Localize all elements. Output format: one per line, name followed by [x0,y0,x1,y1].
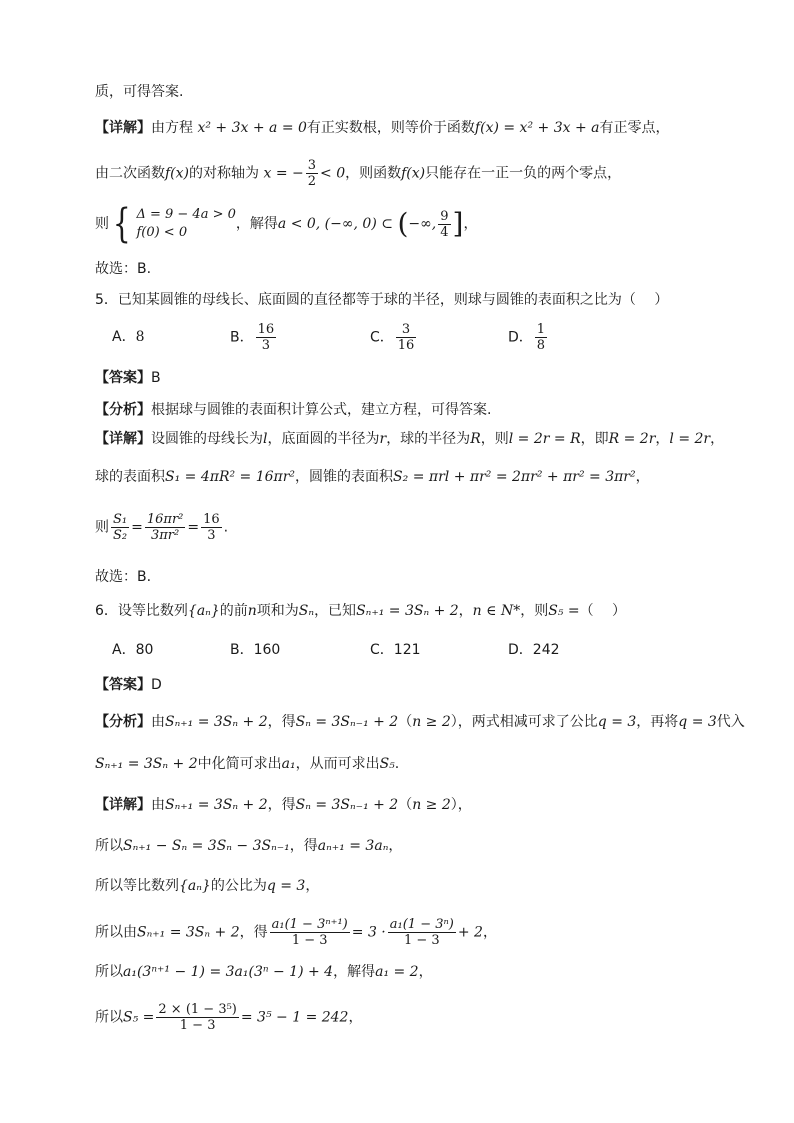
text: 中化简可求出 [197,756,282,772]
denominator: 3πr² [150,528,180,543]
analysis-line [95,712,745,732]
option-label: D． [508,329,533,346]
option-value: 8 [135,329,145,345]
numerator: 16πr² [146,512,184,527]
denominator: 3 [207,528,216,543]
equation: x = − [263,165,304,182]
brace-icon: { [112,201,131,247]
option-d [508,640,560,660]
numerator: 16 [257,322,275,337]
equation: f(x) [401,165,426,182]
text: 则 [95,519,109,536]
option-label: C． [370,642,394,658]
section-tag: 【分析】 [95,402,151,418]
detail-line [95,1002,362,1033]
equation: S₅ [379,756,395,772]
text: ，从而可求出 [295,756,380,772]
fraction [306,158,318,189]
text: 由方程 [151,120,193,136]
equation: a₁ [281,756,296,772]
fraction [535,322,547,353]
option-c [370,322,418,353]
detail-line [95,429,724,449]
detail-line [95,512,228,543]
numerator: 16 [203,512,220,527]
equation: q = 3 [597,714,637,730]
equation: Sₙ₊₁ = 3Sₙ + 2 [356,603,459,619]
equation: < 0 [320,165,346,182]
text: ， [463,216,478,232]
text: 的公比为 [210,878,267,894]
text: ），两式相减可求了公比 [450,714,598,730]
text: 有正零点， [599,120,670,136]
text: ）， [450,797,472,813]
equation: {aₙ} [179,878,211,894]
numerator: 2 × (1 − 3⁵) [158,1002,237,1017]
equation: Sₙ₊₁ = 3Sₙ + 2 [137,924,240,941]
numerator: a₁(1 − 3ⁿ⁺¹) [271,917,348,932]
option-label: B． [230,329,254,346]
denominator: 8 [536,338,546,353]
detail-line [95,795,472,815]
text: ，解得 [333,964,376,980]
text: 设圆锥的母线长为 [151,431,263,447]
analysis-line [95,400,491,420]
equation: a < 0, (−∞, 0) ⊂ [277,216,393,232]
answer: B [151,370,161,386]
fraction [256,322,277,353]
answer-line [95,675,162,695]
equation: l = 2r = R [508,431,581,447]
text-line [95,82,183,102]
fraction [145,512,186,543]
option-b [230,322,278,353]
option-c [370,640,421,660]
text: 故选：B. [95,569,152,585]
text: 由二次函数 [95,165,165,182]
text: . [223,519,229,536]
text: ，则函数 [345,165,402,182]
equation: = 3⁵ − 1 = 242 [240,1009,349,1026]
text: ，解得 [235,216,278,232]
option-a [112,640,153,660]
equation: = 3 · [351,924,386,941]
text: 则 [95,216,109,232]
question-6 [95,601,626,621]
fraction [201,512,222,543]
equation: S₅ = [548,603,580,619]
equation: q = 3 [678,714,717,730]
equation: Sₙ [298,603,315,619]
text: 所以等比数列 [95,878,179,894]
equation: x² + 3x + a = 0 [197,120,307,136]
text: ， [458,603,473,619]
text: 所以 [95,1009,123,1026]
text: ， [482,924,497,941]
equation: aₙ₊₁ = 3aₙ [317,838,389,854]
text: 由 [151,714,165,730]
denominator: 2 [307,174,317,189]
numerator: S₁ [113,512,128,527]
equation: n ≥ 2 [412,797,451,813]
text: ， [418,964,433,980]
text: ， [305,878,320,894]
numerator: 1 [536,322,546,337]
text: ，则 [480,431,509,447]
text: ，已知 [314,603,357,619]
text: 所以由 [95,924,137,941]
text: 由 [151,797,165,813]
text: ，则 [520,603,549,619]
text: 有正实数根，则等价于函数 [306,120,475,136]
text: （ [398,714,413,730]
text-line [95,118,669,138]
section-tag: 【详解】 [95,120,151,136]
text: ，得 [239,924,268,941]
text: ，圆锥的表面积 [295,469,394,485]
text: ，得 [267,797,296,813]
denominator: S₂ [113,528,128,543]
answer-line [95,368,161,388]
equation: Sₙ₊₁ = 3Sₙ + 2 [95,756,198,772]
equation: + 2 [457,924,483,941]
option-value: 80 [135,642,154,658]
text: 代入 [716,714,745,730]
detail-line [95,836,402,856]
text: ，即 [580,431,609,447]
text: ，得 [289,838,318,854]
option-value: 160 [253,642,281,658]
option-value: 242 [532,642,560,658]
text: 所以 [95,838,123,854]
fraction [388,917,456,948]
equation: = [131,519,143,536]
equation: Sₙ₊₁ = 3Sₙ + 2 [165,714,268,730]
numerator: 9 [440,208,449,224]
text: ， [388,838,403,854]
equation: S₂ = πrl + πr² = 2πr² + πr² = 3πr² [393,469,636,485]
denominator: 1 − 3 [179,1018,216,1033]
text: 的对称轴为 [189,165,260,182]
text: ，得 [267,714,296,730]
text: 根据球与圆锥的表面积计算公式，建立方程，可得答案. [151,402,492,418]
text: ，底面圆的半径为 [267,431,380,447]
system-row: Δ = 9 − 4a > 0 [136,207,236,222]
option-d [508,322,549,353]
option-label: A． [112,329,136,345]
text: 的前 [219,603,248,619]
numerator: 3 [307,158,317,173]
equation: n ∈ N* [472,603,521,619]
equation: = [187,519,200,536]
fraction [270,917,350,948]
text-line [95,567,151,587]
option-value: 121 [393,642,421,658]
text: （ ） [579,603,627,619]
section-tag: 【详解】 [95,797,151,813]
equation: Sₙ = 3Sₙ₋₁ + 2 [295,714,399,730]
denominator: 1 − 3 [291,933,328,948]
text: ， [635,469,650,485]
equation: Sₙ₊₁ = 3Sₙ + 2 [165,797,268,813]
equation: r [379,431,387,447]
paren: ( [397,207,409,240]
text: 所以 [95,964,123,980]
numerator: a₁(1 − 3ⁿ) [389,917,454,932]
denominator: 4 [440,224,449,240]
equation: n [247,603,257,619]
text-line [95,201,478,247]
text: . [394,756,400,772]
equation: a₁ = 2 [375,964,419,980]
analysis-line [95,754,399,774]
option-a [112,327,145,347]
answer: D [151,677,162,693]
equation: f(x) = x² + 3x + a [474,120,600,136]
section-tag: 【答案】 [95,370,151,386]
fraction [111,512,129,543]
equation: Sₙ₊₁ − Sₙ = 3Sₙ − 3Sₙ₋₁ [123,838,290,854]
denominator: 3 [261,338,271,353]
option-b [230,640,280,660]
equation-system [109,201,236,247]
text: 球的表面积 [95,469,165,485]
equation: l = 2r [669,431,711,447]
equation: Sₙ = 3Sₙ₋₁ + 2 [295,797,399,813]
system-row: f(0) < 0 [136,225,188,240]
denominator: 16 [397,338,415,353]
text: （ [398,797,413,813]
equation: −∞, [408,216,437,232]
section-tag: 【详解】 [95,431,151,447]
equation: {aₙ} [187,603,220,619]
equation: R [470,431,481,447]
text: ，再将 [636,714,679,730]
option-label: C． [370,329,394,346]
option-label: A． [112,642,136,658]
section-tag: 【分析】 [95,714,151,730]
text: ， [348,1009,363,1026]
text-line [95,259,151,279]
equation: n ≥ 2 [412,714,451,730]
question-5 [95,290,668,310]
numerator: 3 [396,322,417,338]
text-line [95,158,621,189]
detail-line [95,467,650,487]
fraction [438,209,450,240]
detail-line [95,962,433,982]
text: 故选：B. [95,261,152,277]
equation: a₁(3ⁿ⁺¹ − 1) = 3a₁(3ⁿ − 1) + 4 [123,964,334,980]
question-text: 5．已知某圆锥的母线长、底面圆的直径都等于球的半径，则球与圆锥的表面积之比为（ ） [95,292,669,308]
text: 6．设等比数列 [95,603,188,619]
detail-line [95,876,319,896]
detail-line [95,917,497,948]
denominator: 1 − 3 [403,933,440,948]
text: 质，可得答案. [95,84,184,100]
fraction [396,322,417,353]
equation: l [263,431,268,447]
equation: R = 2r [608,431,656,447]
section-tag: 【答案】 [95,677,151,693]
equation: q = 3 [266,878,306,894]
fraction [156,1002,238,1033]
text: ， [655,431,670,447]
equation: S₅ = [123,1009,155,1026]
paren: ] [452,207,464,240]
text: 项和为 [256,603,299,619]
option-label: D． [508,642,533,658]
equation: S₁ = 4πR² = 16πr² [165,469,296,485]
option-label: B． [230,642,254,658]
text: ， [710,431,725,447]
equation: f(x) [165,165,190,182]
text: 只能存在一正一负的两个零点， [425,165,622,182]
text: ，球的半径为 [386,431,471,447]
